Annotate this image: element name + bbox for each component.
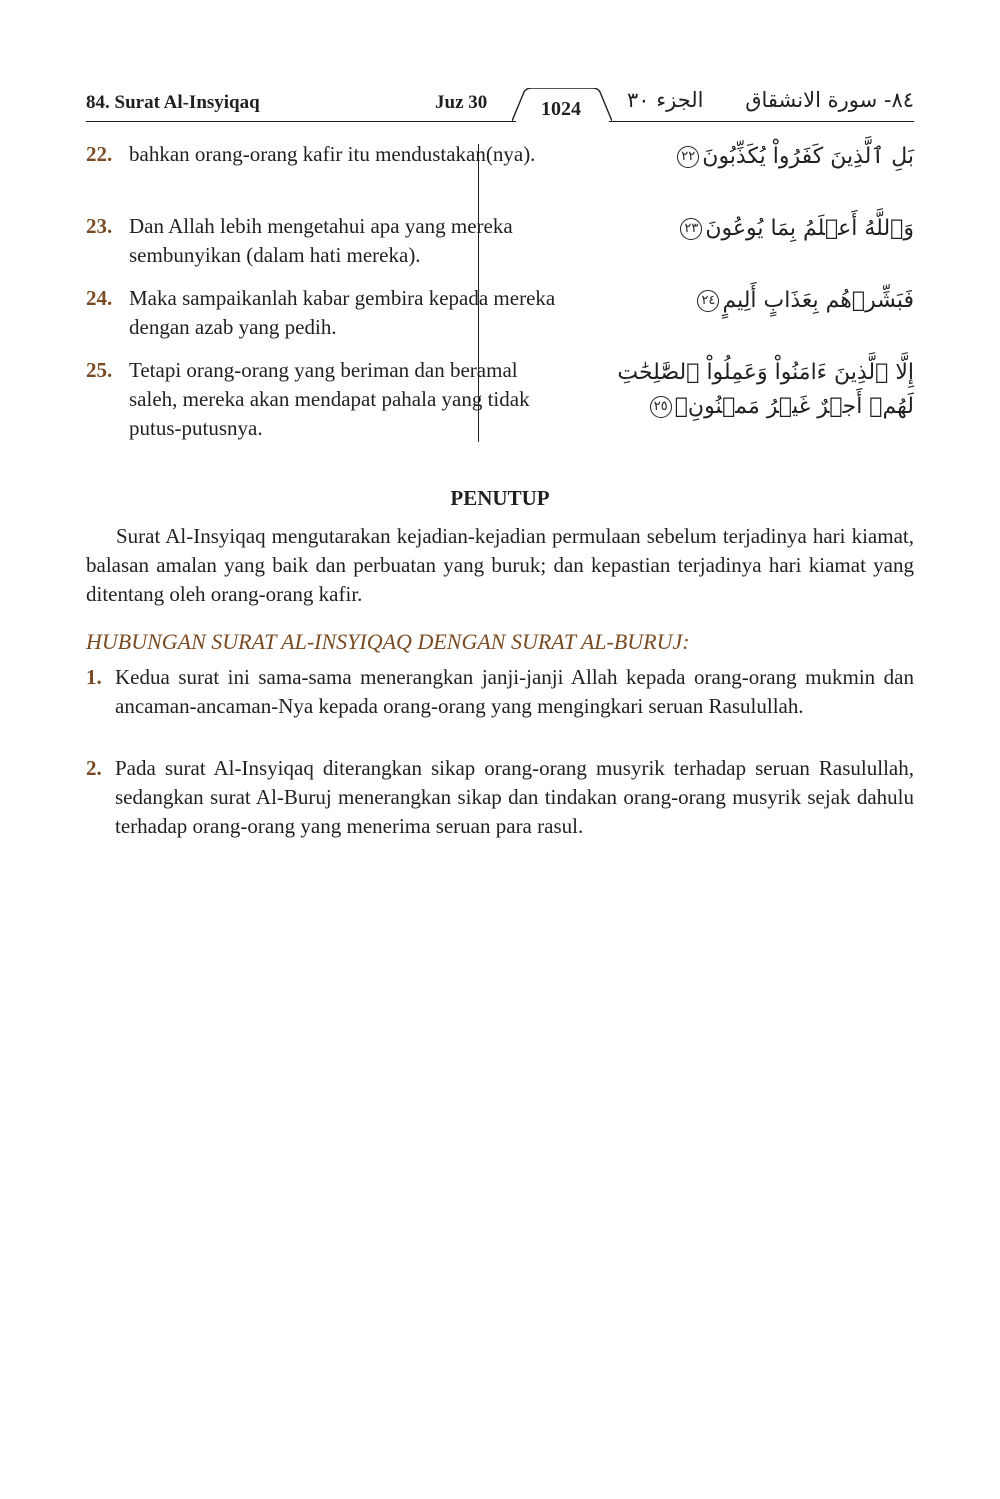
verse-translation: Maka sampaikanlah kabar gembira kepada mereka dengan azab yang pedih.: [129, 286, 556, 339]
ayah-end-marker: ٢٤: [697, 290, 719, 312]
verse-arabic-text: فَبَشِّرۡهُم بِعَذَابٍ أَلِيمٍ: [722, 288, 914, 313]
header-rule-right: [609, 121, 914, 122]
list-item-text: Kedua surat ini sama-sama menerangkan janji-janji Allah kepada orang-orang mukmin dan ancaman-ancaman-Nya kepada orang-orang yang mengingkari seruan Rasulullah.: [115, 665, 914, 718]
header-rule-left: [86, 121, 516, 122]
verse-arabic: [574, 284, 914, 318]
verse-arabic: [574, 140, 914, 174]
closing-paragraph: Surat Al-Insyiqaq mengutarakan kejadian-kejadian permulaan sebelum terjadinya hari kiamat, balasan amalan yang baik dan perbuatan yang buruk; dan kepastian terjadinya hari kiamat yang ditentang oleh orang-orang kafir.: [86, 524, 914, 606]
closing-title: PENUTUP: [450, 486, 550, 510]
list-number: 2.: [86, 756, 102, 780]
surah-title-arabic: ٨٤- سورة الانشقاق: [745, 88, 914, 112]
verse-arabic-text: إِلَّا ٱلَّذِينَ ءَامَنُواْ وَعَمِلُواْ ٱلصَّٰلِحَٰتِ لَهُمۡ أَجۡرٌ غَيۡرُ مَمۡنُونِۭ: [617, 360, 914, 419]
list-item-text: Pada surat Al-Insyiqaq diterangkan sikap orang-orang musyrik terhadap seruan Rasulullah, sedangkan surat Al-Buruj menerangkan sikap dan tindakan orang-orang musyrik sejak dahulu terhadap orang-orang yang menerima seruan para rasul.: [115, 756, 914, 838]
list-number: 1.: [86, 665, 102, 689]
ayah-end-marker: ٢٢: [677, 146, 699, 168]
verse-number: 24.: [86, 286, 113, 310]
juz-label-arabic: الجزء ٣٠: [627, 88, 704, 112]
ayah-end-marker: ٢٥: [650, 396, 672, 418]
surah-title-latin: 84. Surat Al-Insyiqaq: [86, 92, 260, 113]
page-number: 1024: [541, 98, 581, 120]
verse-translation: Dan Allah lebih mengetahui apa yang mereka sembunyikan (dalam hati mereka).: [129, 214, 513, 267]
verse-arabic: [574, 212, 914, 246]
verse-translation: bahkan orang-orang kafir itu mendustakan(nya).: [129, 142, 536, 166]
verse-arabic-text: وَٱللَّهُ أَعۡلَمُ بِمَا يُوعُونَ: [705, 216, 914, 241]
juz-label-latin: Juz 30: [435, 92, 488, 113]
verse-arabic: [574, 356, 914, 424]
verse-arabic-text: بَلِ ٱلَّذِينَ كَفَرُواْ يُكَذِّبُونَ: [702, 144, 914, 169]
relation-heading: HUBUNGAN SURAT AL-INSYIQAQ DENGAN SURAT AL-BURUJ:: [86, 629, 690, 654]
ayah-end-marker: ٢٣: [680, 218, 702, 240]
page-header: [86, 88, 914, 122]
verse-translation: Tetapi orang-orang yang beriman dan beramal saleh, mereka akan mendapat pahala yang tidak putus-putusnya.: [129, 358, 530, 440]
verse-number: 25.: [86, 358, 113, 382]
verse-number: 23.: [86, 214, 113, 238]
verse-number: 22.: [86, 142, 113, 166]
